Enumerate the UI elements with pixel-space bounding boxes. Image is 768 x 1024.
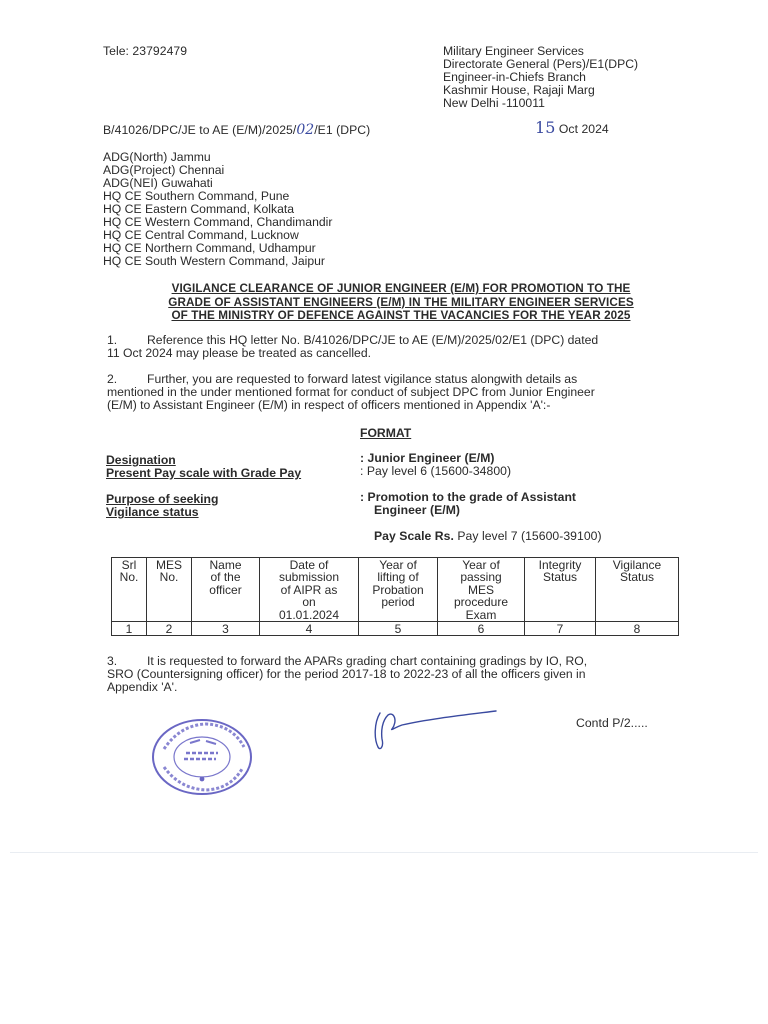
paragraph-text: Further, you are requested to forward latest vigilance status alongwith details as [147, 372, 578, 386]
table-header-row [112, 558, 679, 622]
new-pay-label: Pay Scale Rs. [374, 529, 454, 543]
table-header-cell [260, 558, 359, 622]
paragraph-text: Appendix 'A'. [107, 680, 178, 694]
vigilance-format-table [111, 557, 679, 636]
header-cell-line: No. [159, 570, 179, 585]
page-divider [10, 852, 758, 853]
header-cell-line: Exam [465, 607, 497, 622]
address-line: Directorate General (Pers)/E1(DPC) [443, 57, 639, 71]
addressee: HQ CE Central Command, Lucknow [103, 228, 299, 242]
payscale-label: Present Pay scale with Grade Pay [106, 466, 302, 480]
addressee: HQ CE Northern Command, Udhampur [103, 241, 316, 255]
table-header-cell [359, 558, 438, 622]
header-cell-line: MES [155, 558, 182, 572]
table-header-cell [438, 558, 525, 622]
header-cell-line: Probation [372, 582, 424, 597]
letter-date [535, 118, 609, 137]
designation-label: Designation [106, 453, 176, 467]
table-number-cell: 2 [147, 622, 192, 636]
purpose-value-line: : Promotion to the grade of Assistant [360, 490, 577, 504]
header-cell-line: Status [542, 570, 578, 585]
table-number-cell: 3 [192, 622, 260, 636]
addressee: ADG(Project) Chennai [103, 163, 225, 177]
header-cell-line: Date of [289, 558, 329, 572]
handwritten-date-day: 15 [535, 118, 556, 137]
header-cell-line: procedure [453, 595, 509, 610]
header-cell-line: Year of [379, 558, 417, 572]
table-number-row [112, 622, 679, 636]
table-number-cell: 8 [596, 622, 679, 636]
table-header-cell [525, 558, 596, 622]
header-cell-line: Name [209, 558, 242, 572]
header-cell-line: Srl [121, 558, 137, 572]
paragraph-number: 1. [107, 333, 118, 347]
reference-number [103, 124, 370, 137]
date-month-year: Oct 2024 [558, 122, 609, 136]
paragraph-text: SRO (Countersigning officer) for the period 2017-18 to 2022-23 of all the officers given in [107, 667, 586, 681]
table-number-cell: 7 [525, 622, 596, 636]
paragraph-text: mentioned in the under mentioned format for conduct of subject DPC from Junior Engineer [107, 385, 595, 399]
paragraph-text: It is requested to forward the APARs grading chart containing gradings by IO, RO, [147, 654, 588, 668]
paragraph-2 [107, 373, 687, 412]
subject-line: OF THE MINISTRY OF DEFENCE AGAINST THE VACANCIES FOR THE YEAR 2025 [171, 309, 631, 322]
header-cell-line: MES [467, 582, 494, 597]
purpose-label-line: Purpose of seeking [106, 492, 219, 506]
addressee: HQ CE Southern Command, Pune [103, 189, 290, 203]
header-cell-line: of AIPR as [280, 582, 338, 597]
designation-value: : Junior Engineer (E/M) [360, 451, 495, 465]
purpose-label-line: Vigilance status [106, 505, 199, 519]
signature [368, 703, 503, 753]
addressee: HQ CE Eastern Command, Kolkata [103, 202, 295, 216]
address-line: Engineer-in-Chiefs Branch [443, 70, 586, 84]
office-address [443, 45, 638, 110]
header-cell-line: Vigilance [612, 558, 662, 572]
header-cell-line: passing [460, 570, 502, 585]
handwritten-letter-number: 02 [296, 122, 315, 138]
table-header-cell [192, 558, 260, 622]
paragraph-text: Reference this HQ letter No. B/41026/DPC/JE to AE (E/M)/2025/02/E1 (DPC) dated [147, 333, 599, 347]
paragraph-number: 2. [107, 372, 118, 386]
table-number-cell: 6 [438, 622, 525, 636]
header-cell-line: Year of [462, 558, 500, 572]
subject-line: VIGILANCE CLEARANCE OF JUNIOR ENGINEER (E/M) FOR PROMOTION TO THE [171, 282, 631, 295]
reference-suffix: /E1 (DPC) [314, 123, 371, 137]
new-pay-scale [374, 530, 602, 543]
address-line: New Delhi -110011 [443, 96, 545, 110]
continued-note: Contd P/2..... [576, 716, 648, 730]
header-cell-line: No. [119, 570, 139, 585]
header-cell-line: officer [209, 582, 242, 597]
telephone: Tele: 23792479 [103, 44, 188, 58]
table-number-cell: 1 [112, 622, 147, 636]
addressee-list [103, 151, 332, 268]
purpose-label [106, 493, 218, 519]
header-cell-line: submission [278, 570, 340, 585]
table-header-cell [596, 558, 679, 622]
header-cell-line: Status [619, 570, 655, 585]
header-cell-line: Integrity [538, 558, 582, 572]
reference-prefix: B/41026/DPC/JE to AE (E/M)/2025/ [103, 123, 297, 137]
new-pay-value: Pay level 7 (15600-39100) [453, 529, 602, 543]
header-cell-line: lifting of [377, 570, 419, 585]
header-cell-line: 01.01.2024 [278, 607, 340, 622]
header-cell-line: on [302, 595, 316, 610]
table-number-cell: 4 [260, 622, 359, 636]
paragraph-text: 11 Oct 2024 may please be treated as cancelled. [107, 346, 372, 360]
payscale-value: : Pay level 6 (15600-34800) [360, 464, 512, 478]
table-header-cell [112, 558, 147, 622]
paragraph-number: 3. [107, 654, 118, 668]
addressee: HQ CE South Western Command, Jaipur [103, 254, 325, 268]
header-cell-line: of the [210, 570, 241, 585]
address-line: Military Engineer Services [443, 44, 584, 58]
paragraph-3 [107, 655, 687, 694]
addressee: HQ CE Western Command, Chandimandir [103, 215, 333, 229]
paragraph-1 [107, 334, 687, 360]
subject-heading [108, 282, 694, 323]
official-seal-stamp [150, 717, 254, 797]
purpose-value-line: Engineer (E/M) [374, 503, 461, 517]
subject-line: GRADE OF ASSISTANT ENGINEERS (E/M) IN THE MILITARY ENGINEER SERVICES [168, 295, 634, 309]
address-line: Kashmir House, Rajaji Marg [443, 83, 595, 97]
table-number-cell: 5 [359, 622, 438, 636]
header-cell-line: period [381, 595, 415, 610]
addressee: ADG(NEI) Guwahati [103, 176, 213, 190]
purpose-value [360, 491, 576, 517]
table-header-cell [147, 558, 192, 622]
format-heading: FORMAT [360, 426, 412, 440]
paragraph-text: (E/M) to Assistant Engineer (E/M) in respect of officers mentioned in Appendix 'A':- [107, 398, 551, 412]
addressee: ADG(North) Jammu [103, 150, 211, 164]
